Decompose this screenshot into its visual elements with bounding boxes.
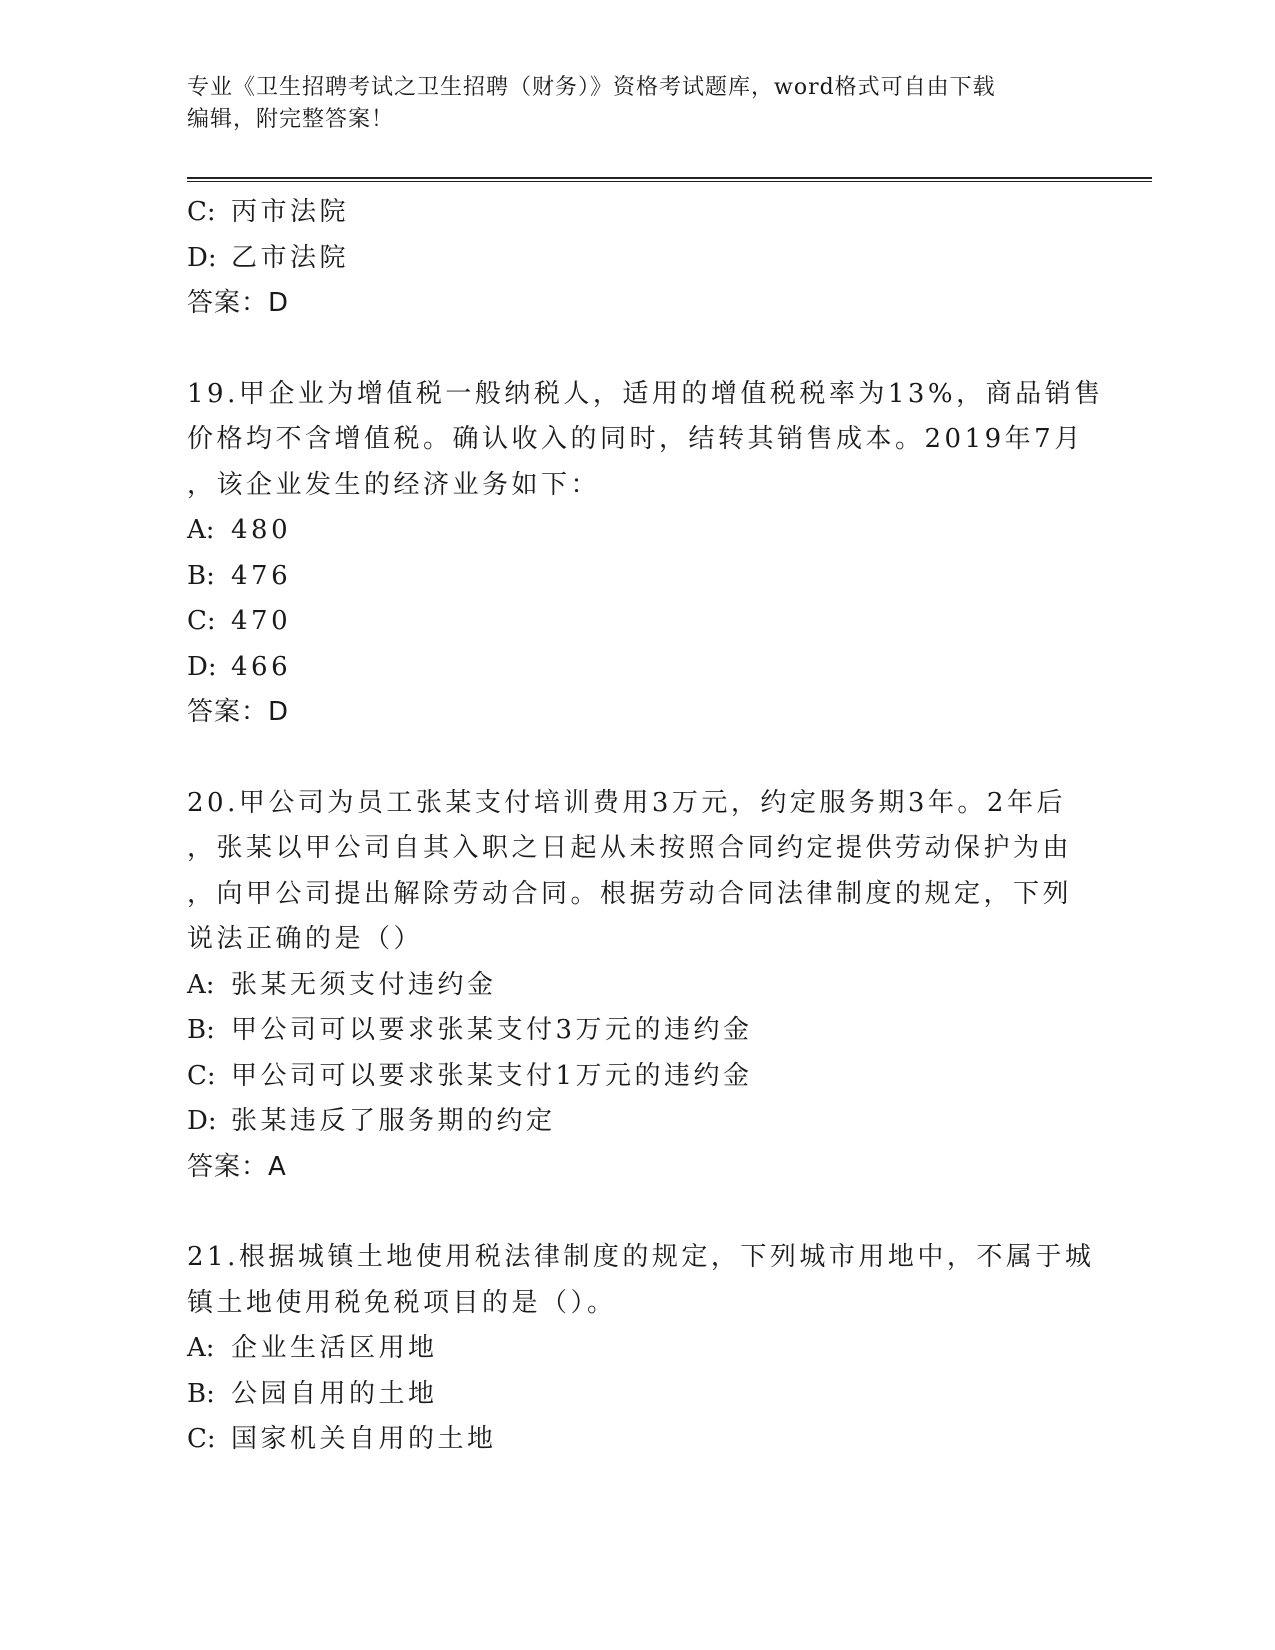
answer-line: 答案：D [187,288,290,318]
option-letter: B: [187,560,215,591]
option-text: 乙市法院 [231,242,350,273]
option-c [187,1054,1087,1100]
option-letter: C: [187,606,216,636]
option-b [187,554,1087,600]
option-text: 甲公司可以要求张某支付3万元的违约金 [231,1015,753,1045]
question-20 [187,781,1087,1191]
option-letter: D: [187,242,217,273]
option-letter: A: [187,515,215,545]
question-stem-line: 19.甲企业为增值税一般纳税人，适用的增值税税率为13%，商品销售 [187,378,1104,409]
option-letter: C: [187,1060,216,1091]
option-text: 470 [231,606,292,636]
option-text: 张某无须支付违约金 [231,969,497,1000]
option-letter: B: [187,1378,215,1409]
option-letter: C: [187,1424,216,1454]
header-divider [187,177,1152,182]
option-letter: D: [187,651,217,682]
option-letter: A: [187,969,215,1000]
question-stem-line: ，张某以甲公司自其入职之日起从未按照合同约定提供劳动保护为由 [187,833,1073,863]
answer-line: 答案：D [187,697,290,727]
option-text: 476 [231,560,292,591]
option-text: 公园自用的土地 [231,1378,438,1409]
question-stem-line: 镇土地使用税免税项目的是（）。 [187,1287,617,1318]
question-21 [187,1235,1095,1463]
option-letter: C: [187,197,216,227]
option-a [187,1326,1087,1372]
option-b [187,1008,1087,1054]
option-text: 480 [231,515,292,545]
option-c [187,190,1087,236]
option-text: 466 [231,651,292,682]
option-b [187,1372,1087,1418]
option-text: 甲公司可以要求张某支付1万元的违约金 [231,1060,753,1091]
option-a [187,963,1087,1009]
question-stem-line: ，向甲公司提出解除劳动合同。根据劳动合同法律制度的规定，下列 [187,878,1073,909]
option-letter: B: [187,1015,215,1045]
option-c [187,1417,1087,1463]
question-stem-line: 20.甲公司为员工张某支付培训费用3万元，约定服务期3年。2年后 [187,787,1066,818]
header-line-2: 编辑，附完整答案！ [187,107,395,132]
question-stem-line: 21.根据城镇土地使用税法律制度的规定，下列城市用地中，不属于城 [187,1242,1095,1272]
document-header [187,72,1087,136]
option-text: 国家机关自用的土地 [231,1424,497,1454]
option-d [187,1099,1087,1145]
header-line-1: 专业《卫生招聘考试之卫生招聘（财务）》资格考试题库，word格式可自由下载 [187,75,996,100]
option-d [187,236,1087,282]
option-a [187,508,1087,554]
previous-question-tail [187,190,1087,327]
question-19 [187,372,1104,736]
option-letter: D: [187,1106,217,1136]
question-stem-line: 说法正确的是（） [187,924,424,954]
question-content [187,190,1104,1463]
option-c [187,599,1087,645]
option-d [187,645,1087,691]
question-stem-line: ，该企业发生的经济业务如下： [187,469,601,500]
question-stem-line: 价格均不含增值税。确认收入的同时，结转其销售成本。2019年7月 [187,424,1084,454]
option-text: 企业生活区用地 [231,1333,438,1363]
option-text: 张某违反了服务期的约定 [231,1106,556,1136]
option-text: 丙市法院 [231,197,350,227]
option-letter: A: [187,1333,215,1363]
answer-line: 答案：A [187,1151,287,1182]
